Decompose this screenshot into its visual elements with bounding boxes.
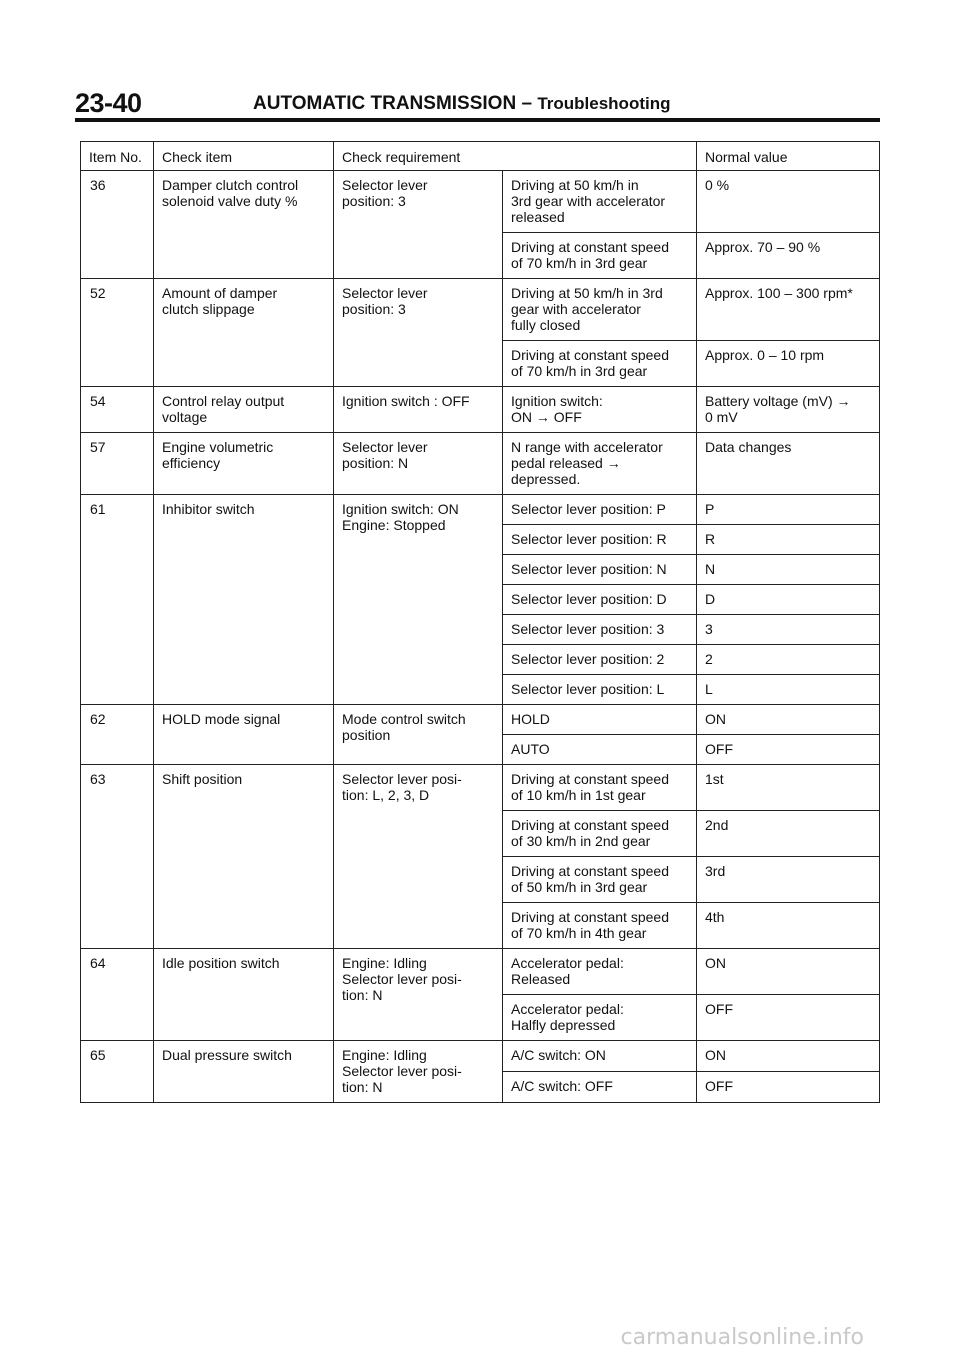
condition: Driving at constant speed of 70 km/h in 3rd gear [503, 233, 697, 279]
condition: Driving at 50 km/h in 3rd gear with accelerator fully closed [503, 279, 697, 341]
check-requirement: Ignition switch : OFF [334, 387, 503, 433]
page-title [253, 93, 670, 115]
normal-value: D [697, 585, 880, 615]
check-requirement: Selector lever posi- tion: L, 2, 3, D [334, 765, 503, 949]
normal-value: OFF [697, 735, 880, 765]
table-row [81, 279, 880, 341]
col-header-item-no: Item No. [81, 142, 154, 171]
table-header-row [81, 142, 880, 171]
col-header-check-item: Check item [154, 142, 334, 171]
normal-value: ON [697, 705, 880, 735]
condition: A/C switch: OFF [503, 1072, 697, 1103]
normal-value: 0 % [697, 171, 880, 233]
condition: Selector lever position: N [503, 555, 697, 585]
item-number: 54 [81, 387, 154, 433]
check-requirement: Ignition switch: ON Engine: Stopped [334, 495, 503, 705]
condition: AUTO [503, 735, 697, 765]
normal-value: Battery voltage (mV) → 0 mV [697, 387, 880, 433]
check-requirement: Engine: Idling Selector lever posi- tion: N [334, 1041, 503, 1103]
table-row [81, 949, 880, 995]
section-subtitle: Troubleshooting [537, 94, 671, 113]
watermark: carmanualsonline.info [620, 1325, 864, 1350]
condition: Selector lever position: 3 [503, 615, 697, 645]
condition: Driving at constant speed of 30 km/h in 2nd gear [503, 811, 697, 857]
condition: Selector lever position: D [503, 585, 697, 615]
condition: A/C switch: ON [503, 1041, 697, 1072]
item-number: 61 [81, 495, 154, 705]
condition: N range with accelerator pedal released → depressed. [503, 433, 697, 495]
table-row [81, 705, 880, 735]
normal-value: 2 [697, 645, 880, 675]
normal-value: R [697, 525, 880, 555]
check-requirement: Selector lever position: 3 [334, 279, 503, 387]
check-item: HOLD mode signal [154, 705, 334, 765]
item-number: 65 [81, 1041, 154, 1103]
condition: Accelerator pedal: Halfly depressed [503, 995, 697, 1041]
item-number: 63 [81, 765, 154, 949]
normal-value: 2nd [697, 811, 880, 857]
table-row [81, 387, 880, 433]
normal-value: OFF [697, 995, 880, 1041]
check-requirement: Mode control switch position [334, 705, 503, 765]
check-item: Shift position [154, 765, 334, 949]
normal-value: N [697, 555, 880, 585]
col-header-check-requirement: Check requirement [334, 142, 697, 171]
condition: Driving at 50 km/h in 3rd gear with accelerator released [503, 171, 697, 233]
normal-value: 3rd [697, 857, 880, 903]
table-row [81, 171, 880, 233]
item-number: 52 [81, 279, 154, 387]
condition: Driving at constant speed of 70 km/h in 3rd gear [503, 341, 697, 387]
title-dash: – [521, 93, 533, 114]
normal-value: Approx. 100 – 300 rpm* [697, 279, 880, 341]
table-row [81, 1041, 880, 1072]
col-header-normal-value: Normal value [697, 142, 880, 171]
check-requirement: Selector lever position: N [334, 433, 503, 495]
page-number: 23-40 [75, 88, 142, 118]
check-item: Damper clutch control solenoid valve duty % [154, 171, 334, 279]
check-item: Control relay output voltage [154, 387, 334, 433]
condition: Selector lever position: 2 [503, 645, 697, 675]
table-row [81, 495, 880, 525]
condition: Driving at constant speed of 50 km/h in 3rd gear [503, 857, 697, 903]
condition: Selector lever position: L [503, 675, 697, 705]
normal-value: ON [697, 1041, 880, 1072]
page-header [75, 88, 880, 120]
normal-value: OFF [697, 1072, 880, 1103]
table-row [81, 433, 880, 495]
normal-value: 1st [697, 765, 880, 811]
normal-value: 3 [697, 615, 880, 645]
condition: Accelerator pedal: Released [503, 949, 697, 995]
normal-value: Data changes [697, 433, 880, 495]
condition: Driving at constant speed of 10 km/h in 1st gear [503, 765, 697, 811]
check-table [80, 141, 880, 1103]
condition: Selector lever position: P [503, 495, 697, 525]
check-item: Inhibitor switch [154, 495, 334, 705]
item-number: 57 [81, 433, 154, 495]
condition: Driving at constant speed of 70 km/h in 4th gear [503, 903, 697, 949]
normal-value: P [697, 495, 880, 525]
check-item: Dual pressure switch [154, 1041, 334, 1103]
item-number: 62 [81, 705, 154, 765]
check-requirement: Engine: Idling Selector lever posi- tion: N [334, 949, 503, 1041]
normal-value: ON [697, 949, 880, 995]
normal-value: 4th [697, 903, 880, 949]
check-item: Engine volumetric efficiency [154, 433, 334, 495]
condition: Selector lever position: R [503, 525, 697, 555]
condition: HOLD [503, 705, 697, 735]
table-row [81, 765, 880, 811]
normal-value: L [697, 675, 880, 705]
normal-value: Approx. 0 – 10 rpm [697, 341, 880, 387]
condition: Ignition switch: ON → OFF [503, 387, 697, 433]
header-rule [75, 118, 880, 122]
section-title: AUTOMATIC TRANSMISSION [253, 93, 517, 114]
normal-value: Approx. 70 – 90 % [697, 233, 880, 279]
check-item: Idle position switch [154, 949, 334, 1041]
check-requirement: Selector lever position: 3 [334, 171, 503, 279]
check-item: Amount of damper clutch slippage [154, 279, 334, 387]
item-number: 36 [81, 171, 154, 279]
item-number: 64 [81, 949, 154, 1041]
